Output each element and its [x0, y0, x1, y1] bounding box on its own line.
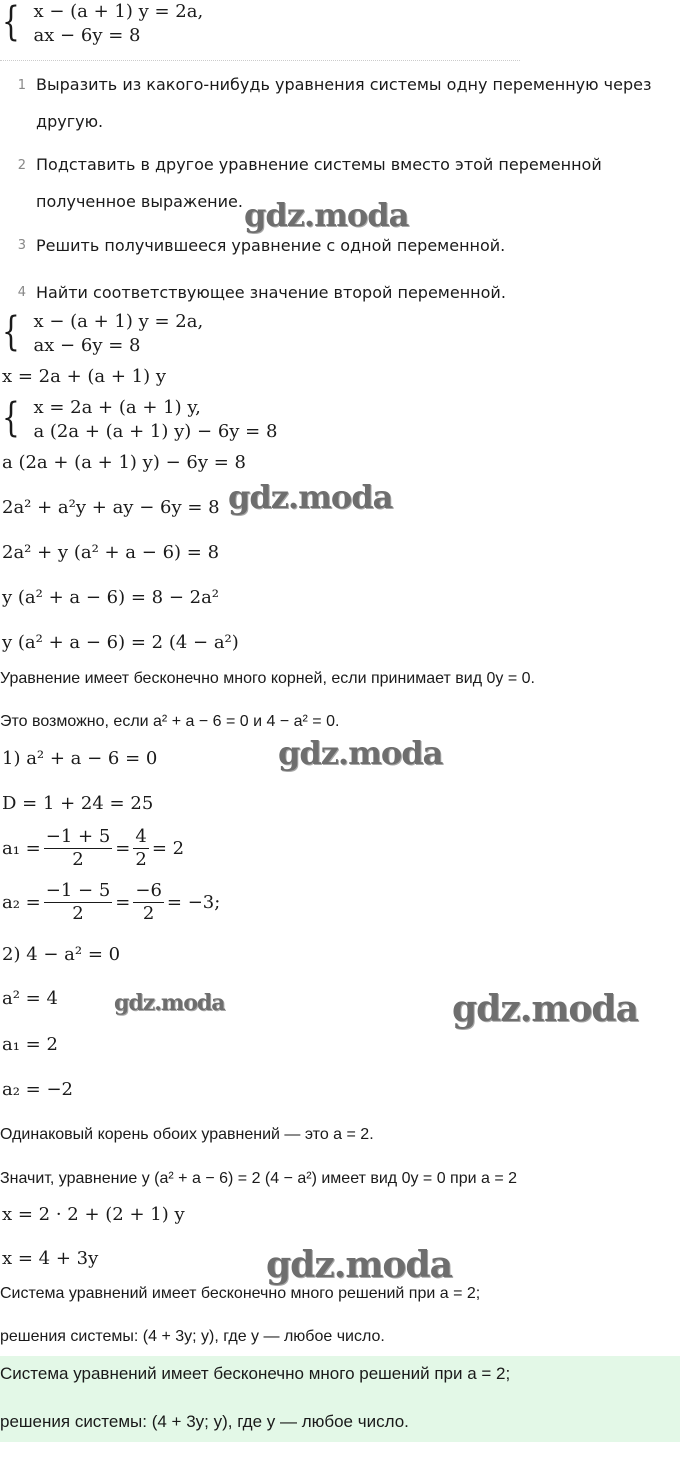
step-text: Решить получившееся уравнение с одной переменной.: [36, 236, 506, 255]
lhs: a₂ =: [2, 892, 41, 913]
denominator: 2: [135, 849, 147, 870]
answer-line-2: решения системы: (4 + 3y; y), где y — любое число.: [0, 1412, 409, 1431]
step-number: 2: [17, 158, 26, 173]
system-line: x − (a + 1) y = 2a,: [33, 311, 204, 332]
fraction: [44, 880, 113, 925]
system-line: x − (a + 1) y = 2a,: [33, 1, 204, 22]
answer-block: [0, 1356, 680, 1442]
result: = 2: [151, 838, 185, 859]
system-line: ax − 6y = 8: [33, 335, 141, 356]
numerator: −1 + 5: [45, 826, 111, 847]
watermark-logo: gdz.moda: [278, 734, 443, 772]
answer-line-1: Система уравнений имеет бесконечно много решений при a = 2;: [0, 1364, 511, 1383]
case-2: 2) 4 − a² = 0: [2, 944, 121, 965]
x-substitution: x = 2 · 2 + (2 + 1) y: [2, 1204, 185, 1225]
system-line: a (2a + (a + 1) y) − 6y = 8: [33, 421, 278, 442]
square-eq: a² = 4: [2, 988, 58, 1009]
denominator: 2: [72, 849, 84, 870]
brace-icon: {: [2, 395, 20, 441]
equation: y (a² + a − 6) = 2 (4 − a²): [2, 632, 239, 653]
result: = −3;: [166, 892, 221, 913]
denominator: 2: [142, 903, 155, 924]
equation: y (a² + a − 6) = 8 − 2a²: [2, 587, 220, 608]
x-result: x = 4 + 3y: [2, 1248, 99, 1269]
equals: =: [115, 892, 131, 913]
brace-icon: {: [2, 309, 20, 355]
step-text: Найти соответствующее значение второй переменной.: [36, 283, 506, 302]
root-2: a₂ = −2: [2, 1079, 74, 1100]
system-sub: [2, 396, 277, 444]
system-line: ax − 6y = 8: [33, 25, 141, 46]
fraction: [44, 826, 113, 871]
text-possible: Это возможно, если a² + a − 6 = 0 и 4 − a² = 0.: [0, 713, 340, 730]
case-1: 1) a² + a − 6 = 0: [2, 748, 158, 769]
brace-icon: {: [2, 0, 20, 45]
step-text: Выразить из какого-нибудь уравнения системы одну переменную через: [36, 75, 652, 94]
numerator: 4: [135, 826, 147, 847]
conclusion-line-1: Система уравнений имеет бесконечно много решений при a = 2;: [0, 1285, 481, 1302]
equation: a (2a + (a + 1) y) − 6y = 8: [2, 452, 246, 473]
system-line: x = 2a + (a + 1) y,: [33, 397, 201, 418]
fraction: [133, 826, 148, 871]
step-text: Подставить в другое уравнение системы вместо этой переменной: [36, 155, 602, 174]
text-common-root: Одинаковый корень обоих уравнений — это a = 2.: [0, 1126, 374, 1143]
equation: 2a² + a²y + ay − 6y = 8: [2, 497, 220, 518]
denominator: 2: [72, 903, 84, 924]
watermark-logo: gdz.moda: [266, 1244, 452, 1286]
system-top: [2, 0, 203, 48]
watermark-logo: gdz.moda: [114, 990, 225, 1016]
watermark-logo: gdz.moda: [452, 988, 638, 1030]
step-number: 1: [17, 78, 26, 93]
step-text: другую.: [36, 112, 104, 131]
watermark-logo: gdz.moda: [244, 196, 409, 234]
system-again: [2, 310, 203, 358]
fraction: [133, 880, 164, 925]
text-infinite-roots: Уравнение имеет бесконечно много корней, если принимает вид 0y = 0.: [0, 670, 535, 687]
lhs: a₁ =: [2, 838, 41, 859]
step-number: 3: [17, 238, 26, 253]
divider: [0, 60, 520, 65]
numerator: −1 − 5: [45, 880, 111, 901]
discriminant: D = 1 + 24 = 25: [2, 793, 154, 814]
equals: =: [115, 838, 131, 859]
equation: 2a² + y (a² + a − 6) = 8: [2, 542, 220, 563]
conclusion-line-2: решения системы: (4 + 3y; y), где y — любое число.: [0, 1328, 385, 1345]
watermark-logo: gdz.moda: [228, 478, 393, 516]
root-a2: [2, 880, 220, 925]
expr-x: x = 2a + (a + 1) y: [2, 366, 167, 387]
step-text: полученное выражение.: [36, 192, 243, 211]
text-meaning: Значит, уравнение y (a² + a − 6) = 2 (4 − a²) имеет вид 0y = 0 при a = 2: [0, 1170, 518, 1187]
root-1: a₁ = 2: [2, 1034, 58, 1055]
root-a1: [2, 826, 184, 871]
step-number: 4: [17, 285, 26, 300]
numerator: −6: [135, 880, 162, 901]
